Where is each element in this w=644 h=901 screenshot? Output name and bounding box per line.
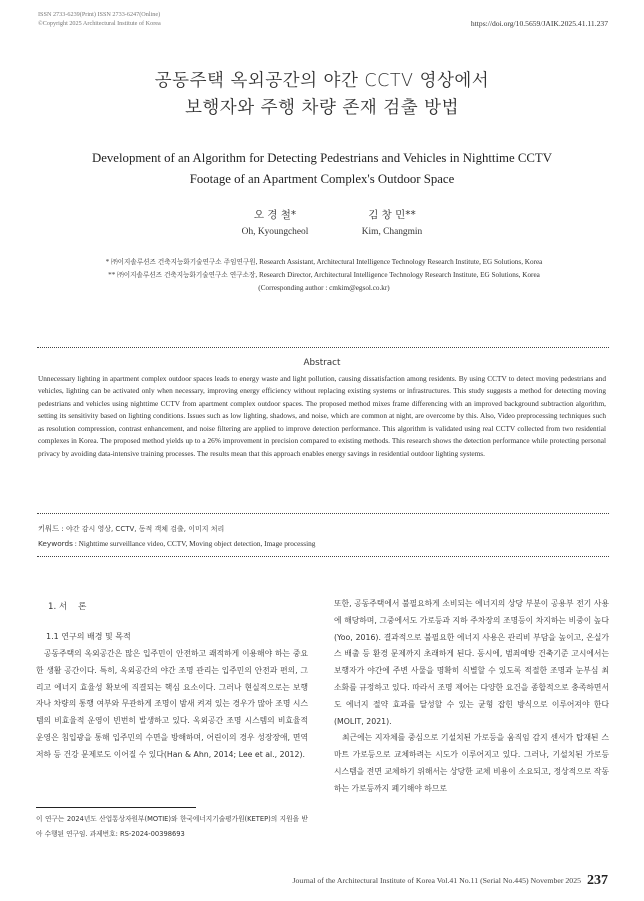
authors-korean (0, 207, 644, 221)
keywords-korean (38, 524, 606, 534)
author-2-korean: 김 창 민** (368, 209, 416, 221)
issn-line: ISSN 2733-6239(Print) ISSN 2733-6247(Online) (38, 11, 161, 18)
keywords-korean-values: : 야간 감시 영상, CCTV, 동적 객체 검출, 이미지 처리 (59, 525, 225, 533)
body-paragraph: 또한, 공동주택에서 불필요하게 소비되는 에너지의 상당 부분이 공용부 전기 사용에 해당하며, 그중에서도 가로등과 지하 주차장의 조명등이 차지하는 비중이 높다(Yoo, 2016). 결과적으로 불필요한 에너지 사용은 관리비 부담을 높이고, 온실가스 배출 등 환경 문제까지 초래하게 된다. 동시에, 범죄예방 건축기준 고시에서는 보행자가 야간에 주변 사물을 명확히 식별할 수 있도록 적절한 조명과 눈부심 최소화를 규정하고 있다. 따라서 조명 제어는 다양한 요건을 종합적으로 충족하면서도 에너지 절약 효과를 달성할 수 있는 균형 잡힌 방식으로 이루어져야 한다 (MOLIT, 2021). (334, 599, 609, 726)
keywords-english-values: : Nighttime surveillance video, CCTV, Moving object detection, Image processing (72, 539, 316, 548)
korean-title (0, 68, 644, 122)
footnote: 이 연구는 2024년도 산업통상자원부(MOTIE)와 한국에너지기술평가원(KETEP)의 지원을 받아 수행된 연구임. 과제번호: RS-2024-00398693 (36, 815, 308, 838)
affiliation-1 (46, 256, 602, 269)
author-2-english: Kim, Changmin (361, 227, 423, 237)
affiliation-2-mark: ** (108, 270, 116, 279)
affiliation-1-english: , Research Assistant, Architectural Intelligence Technology Research Institute, EG Solutions, Korea (255, 258, 543, 266)
body-paragraph: 공동주택의 옥외공간은 많은 입주민이 안전하고 쾌적하게 이용해야 하는 중요한 생활 공간이다. 특히, 옥외공간의 야간 조명 관리는 입주민의 안전과 편의, 그리고 에너지 효율성 확보에 직결되는 핵심 요소이다. 그러나 현실적으로는 보행자나 차량의 통행 여부와 무관하게 조명이 밤새 켜져 있는 경우가 많아 조명 시스템의 비효율적 운영이 빈번히 발생하고 있다. 옥외공간 조명 시스템의 비효율적 운영은 침입광을 통해 입주민의 수면을 방해하며, 어린이의 경우 성장장애, 면역 저하 등 건강 문제로도 이어질 수 있다(Han & Ahn, 2014; Lee et al., 2012). (36, 649, 308, 759)
korean-title-line-2: 보행자와 주행 차량 존재 검출 방법 (185, 98, 459, 118)
keywords-korean-label: 키워드 (38, 524, 60, 533)
copyright-line: ©Copyright 2025 Architectural Institute of Korea (38, 19, 161, 27)
right-column (334, 596, 609, 798)
section-heading: 1. 서 론 (48, 602, 87, 612)
english-title-line-2: Footage of an Apartment Complex's Outdoor Space (189, 172, 455, 186)
body-paragraph: 최근에는 지자체를 중심으로 기설치된 가로등을 움직임 감지 센서가 탑재된 스마트 가로등으로 교체하려는 시도가 이루어지고 있다. 그러나, 기설치된 가로등 시스템을 전면 교체하기 위해서는 상당한 교체 비용이 소요되고, 정상적으로 작동하는 가로등까지 폐기해야 하므로 (334, 733, 609, 793)
english-title-line-1: Development of an Algorithm for Detecting Pedestrians and Vehicles in Nighttime CCTV (91, 151, 552, 165)
english-title (20, 148, 624, 190)
page-number: 237 (587, 873, 608, 888)
subsection-heading: 1.1 연구의 배경 및 목적 (46, 632, 131, 641)
divider-dotted (37, 556, 609, 557)
page-footer (293, 873, 609, 889)
header-left (38, 11, 161, 28)
affiliation-2-english: , Research Director, Architectural Intelligence Technology Research Institute, EG Solutions, Korea (255, 270, 540, 279)
divider-dotted (37, 513, 609, 514)
abstract-heading: Abstract (303, 358, 341, 368)
author-1-korean: 오 경 철* (253, 209, 297, 221)
corresponding-author: (Corresponding author : cmkim@egsol.co.kr) (258, 283, 390, 292)
journal-citation: Journal of the Architectural Institute of Korea Vol.41 No.11 (Serial No.445) November 2025 (292, 876, 581, 885)
left-column (36, 646, 308, 764)
abstract-text: Unnecessary lighting in apartment complex outdoor spaces leads to energy waste and light pollution, causing dissatisfaction among residents. By using CCTV to detect moving pedestrians and vehicles, lighting can be activated only when necessary, improving energy efficiency without replacing existing systems or infrastructures. This study suggests a method for detecting moving pedestrians and vehicles using nighttime CCTV from apartment complex outdoor spaces. The proposed method mixes frame differencing with an improved background subtraction algorithm, setting its sensitivity based on lighting conditions. Issues such as low lighting, shadows, and noise, which are common at night, are overcome by this. Also, Video preprocessing techniques such as resolution compression, contrast enhancement, and noise filtering are applied to improve detection performance. This algorithm is validated using real CCTV collected from two residential complexes in Korea. The proposed method yields up to a 26% improvement in precision compared to existing methods. This research shows the detection performance while protecting personal privacy by avoiding data-intensive training processes. The results mean that this approach enables energy savings in residential outdoor lighting systems. (38, 374, 606, 458)
author-1-english: Oh, Kyoungcheol (241, 227, 309, 237)
korean-title-line-1: 공동주택 옥외공간의 야간 CCTV 영상에서 (154, 71, 490, 91)
affiliation-2-korean: ㈜이지솔루션즈 건축지능화기술연구소 연구소장 (117, 270, 256, 279)
footnote-rule (36, 807, 196, 808)
keywords-english (38, 539, 606, 548)
keywords-english-label: Keywords (38, 539, 73, 548)
affiliations (46, 256, 602, 294)
affiliation-2 (46, 269, 602, 282)
affiliation-1-korean: ㈜이지솔루션즈 건축지능화기술연구소 주임연구원 (111, 258, 256, 266)
authors-english (0, 227, 644, 241)
affiliation-1-mark: * (105, 258, 110, 266)
divider-dotted (37, 347, 609, 348)
doi-link[interactable]: https://doi.org/10.5659/JAIK.2025.41.11.237 (470, 19, 608, 28)
